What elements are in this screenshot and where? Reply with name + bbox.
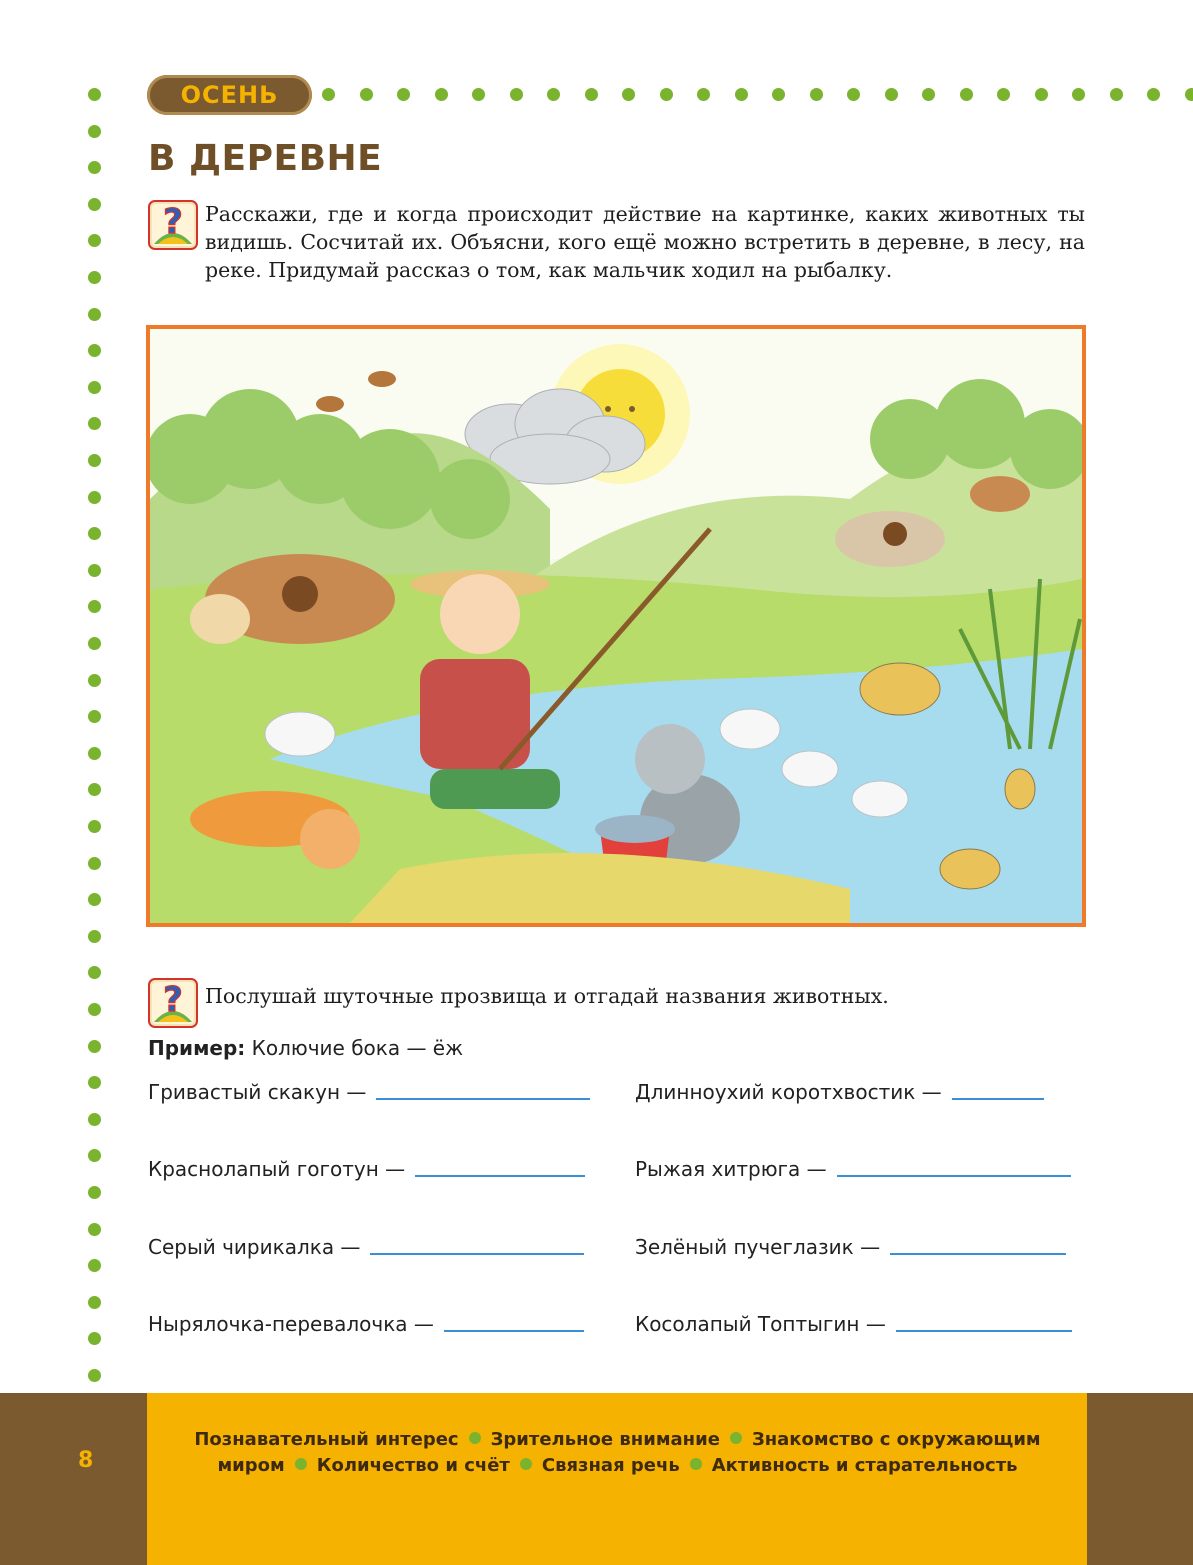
question-icon <box>148 978 198 1028</box>
skill-item: Знакомство с окружающим <box>751 1429 1041 1450</box>
riddle-item <box>148 1235 584 1259</box>
dot-icon <box>88 966 101 979</box>
svg-text:?: ? <box>163 980 183 1020</box>
dot-icon <box>88 234 101 247</box>
footer-left-panel <box>0 1393 147 1565</box>
footer-right-panel <box>1087 1393 1193 1565</box>
village-fishing-illustration <box>146 325 1086 927</box>
skill-item: Количество и счёт <box>316 1455 510 1476</box>
dot-icon <box>88 893 101 906</box>
answer-line[interactable] <box>890 1252 1066 1255</box>
page-title: В ДЕРЕВНЕ <box>148 138 383 179</box>
dot-icon <box>88 674 101 687</box>
skill-item: миром <box>217 1455 285 1476</box>
dot-icon <box>88 344 101 357</box>
dot-icon <box>397 88 410 101</box>
example-label: Пример: <box>148 1036 246 1060</box>
dot-icon <box>88 1040 101 1053</box>
dot-icon <box>88 637 101 650</box>
answer-line[interactable] <box>952 1097 1044 1100</box>
dot-icon <box>510 88 523 101</box>
answer-line[interactable] <box>444 1329 584 1332</box>
riddle-label: Длинноухий коротхвостик — <box>635 1080 942 1104</box>
bullet-icon <box>469 1432 481 1444</box>
riddle-label: Нырялочка-перевалочка — <box>148 1312 434 1336</box>
dot-icon <box>960 88 973 101</box>
dot-icon <box>322 88 335 101</box>
answer-line[interactable] <box>896 1329 1072 1332</box>
answer-line[interactable] <box>415 1174 585 1177</box>
dot-icon <box>88 271 101 284</box>
riddle-item <box>635 1080 1044 1104</box>
task1-text: Расскажи, где и когда происходит действие на картинке, каких животных ты видишь. Сосчитай их. Объясни, кого ещё можно встретить в деревне, в лесу, на реке. Придумай рассказ о том, как мальчик ходил на рыбалку. <box>205 202 1085 282</box>
example-line <box>148 1036 463 1060</box>
dot-icon <box>88 710 101 723</box>
dot-icon <box>1147 88 1160 101</box>
dot-icon <box>472 88 485 101</box>
dot-icon <box>88 1332 101 1345</box>
dot-icon <box>585 88 598 101</box>
dot-icon <box>88 600 101 613</box>
dot-icon <box>88 1076 101 1089</box>
skill-item: Активность и старательность <box>711 1455 1018 1476</box>
skill-item: Познавательный интерес <box>194 1429 459 1450</box>
svg-text:?: ? <box>163 202 183 242</box>
riddle-item <box>148 1312 584 1336</box>
cow-icon <box>970 476 1030 512</box>
dot-icon <box>88 1369 101 1382</box>
dot-icon <box>88 1149 101 1162</box>
answer-line[interactable] <box>376 1097 590 1100</box>
question-icon <box>148 200 198 250</box>
dot-icon <box>88 88 101 101</box>
riddle-label: Косолапый Топтыгин — <box>635 1312 886 1336</box>
dot-icon <box>88 747 101 760</box>
bullet-icon <box>295 1458 307 1470</box>
dot-icon <box>88 491 101 504</box>
answer-line[interactable] <box>370 1252 584 1255</box>
dot-icon <box>88 930 101 943</box>
dot-icon <box>360 88 373 101</box>
dot-icon <box>88 1186 101 1199</box>
dot-icon <box>997 88 1010 101</box>
season-badge <box>147 75 312 115</box>
cow-icon <box>835 511 945 567</box>
dot-icon <box>88 783 101 796</box>
dot-icon <box>435 88 448 101</box>
dot-icon <box>88 1259 101 1272</box>
dot-icon <box>772 88 785 101</box>
dot-icon <box>88 198 101 211</box>
dot-icon <box>88 857 101 870</box>
dot-icon <box>697 88 710 101</box>
skills-list <box>165 1427 1070 1479</box>
answer-line[interactable] <box>837 1174 1071 1177</box>
dot-icon <box>1072 88 1085 101</box>
dot-icon <box>622 88 635 101</box>
dot-icon <box>88 454 101 467</box>
riddle-item <box>635 1312 1072 1336</box>
dot-icon <box>88 308 101 321</box>
dot-icon <box>88 1223 101 1236</box>
example-text: Колючие бока — ёж <box>251 1036 464 1060</box>
footer-skills-panel <box>147 1393 1087 1565</box>
skills-line-2 <box>165 1453 1070 1479</box>
dot-icon <box>88 527 101 540</box>
dot-icon <box>88 417 101 430</box>
riddle-item <box>635 1157 1071 1181</box>
riddle-label: Краснолапый гоготун — <box>148 1157 406 1181</box>
dot-icon <box>88 125 101 138</box>
dot-icon <box>88 381 101 394</box>
skills-line-1 <box>165 1427 1070 1453</box>
dot-icon <box>88 564 101 577</box>
dot-icon <box>922 88 935 101</box>
bullet-icon <box>520 1458 532 1470</box>
riddle-item <box>148 1157 585 1181</box>
dot-icon <box>1110 88 1123 101</box>
dot-icon <box>88 820 101 833</box>
dot-icon <box>885 88 898 101</box>
task2-text: Послушай шуточные прозвища и отгадай названия животных. <box>205 984 889 1008</box>
dot-icon <box>88 161 101 174</box>
dot-icon <box>88 1113 101 1126</box>
bullet-icon <box>690 1458 702 1470</box>
skill-item: Зрительное внимание <box>490 1429 720 1450</box>
riddle-label: Рыжая хитрюга — <box>635 1157 827 1181</box>
dot-icon <box>810 88 823 101</box>
illustration-scene <box>150 329 1082 923</box>
bullet-icon <box>730 1432 742 1444</box>
dot-icon <box>847 88 860 101</box>
dot-icon <box>88 1296 101 1309</box>
dot-icon <box>1185 88 1193 101</box>
top-dot-border <box>322 88 1193 102</box>
riddle-label: Зелёный пучеглазик — <box>635 1235 881 1259</box>
riddle-item <box>148 1080 590 1104</box>
dot-icon <box>660 88 673 101</box>
dot-icon <box>1035 88 1048 101</box>
page-number: 8 <box>78 1448 94 1473</box>
riddle-item <box>635 1235 1066 1259</box>
season-label: ОСЕНЬ <box>180 81 279 109</box>
dot-icon <box>735 88 748 101</box>
riddle-label: Гривастый скакун — <box>148 1080 367 1104</box>
dot-icon <box>88 1003 101 1016</box>
riddle-label: Серый чирикалка — <box>148 1235 361 1259</box>
skill-item: Связная речь <box>541 1455 680 1476</box>
dot-icon <box>547 88 560 101</box>
